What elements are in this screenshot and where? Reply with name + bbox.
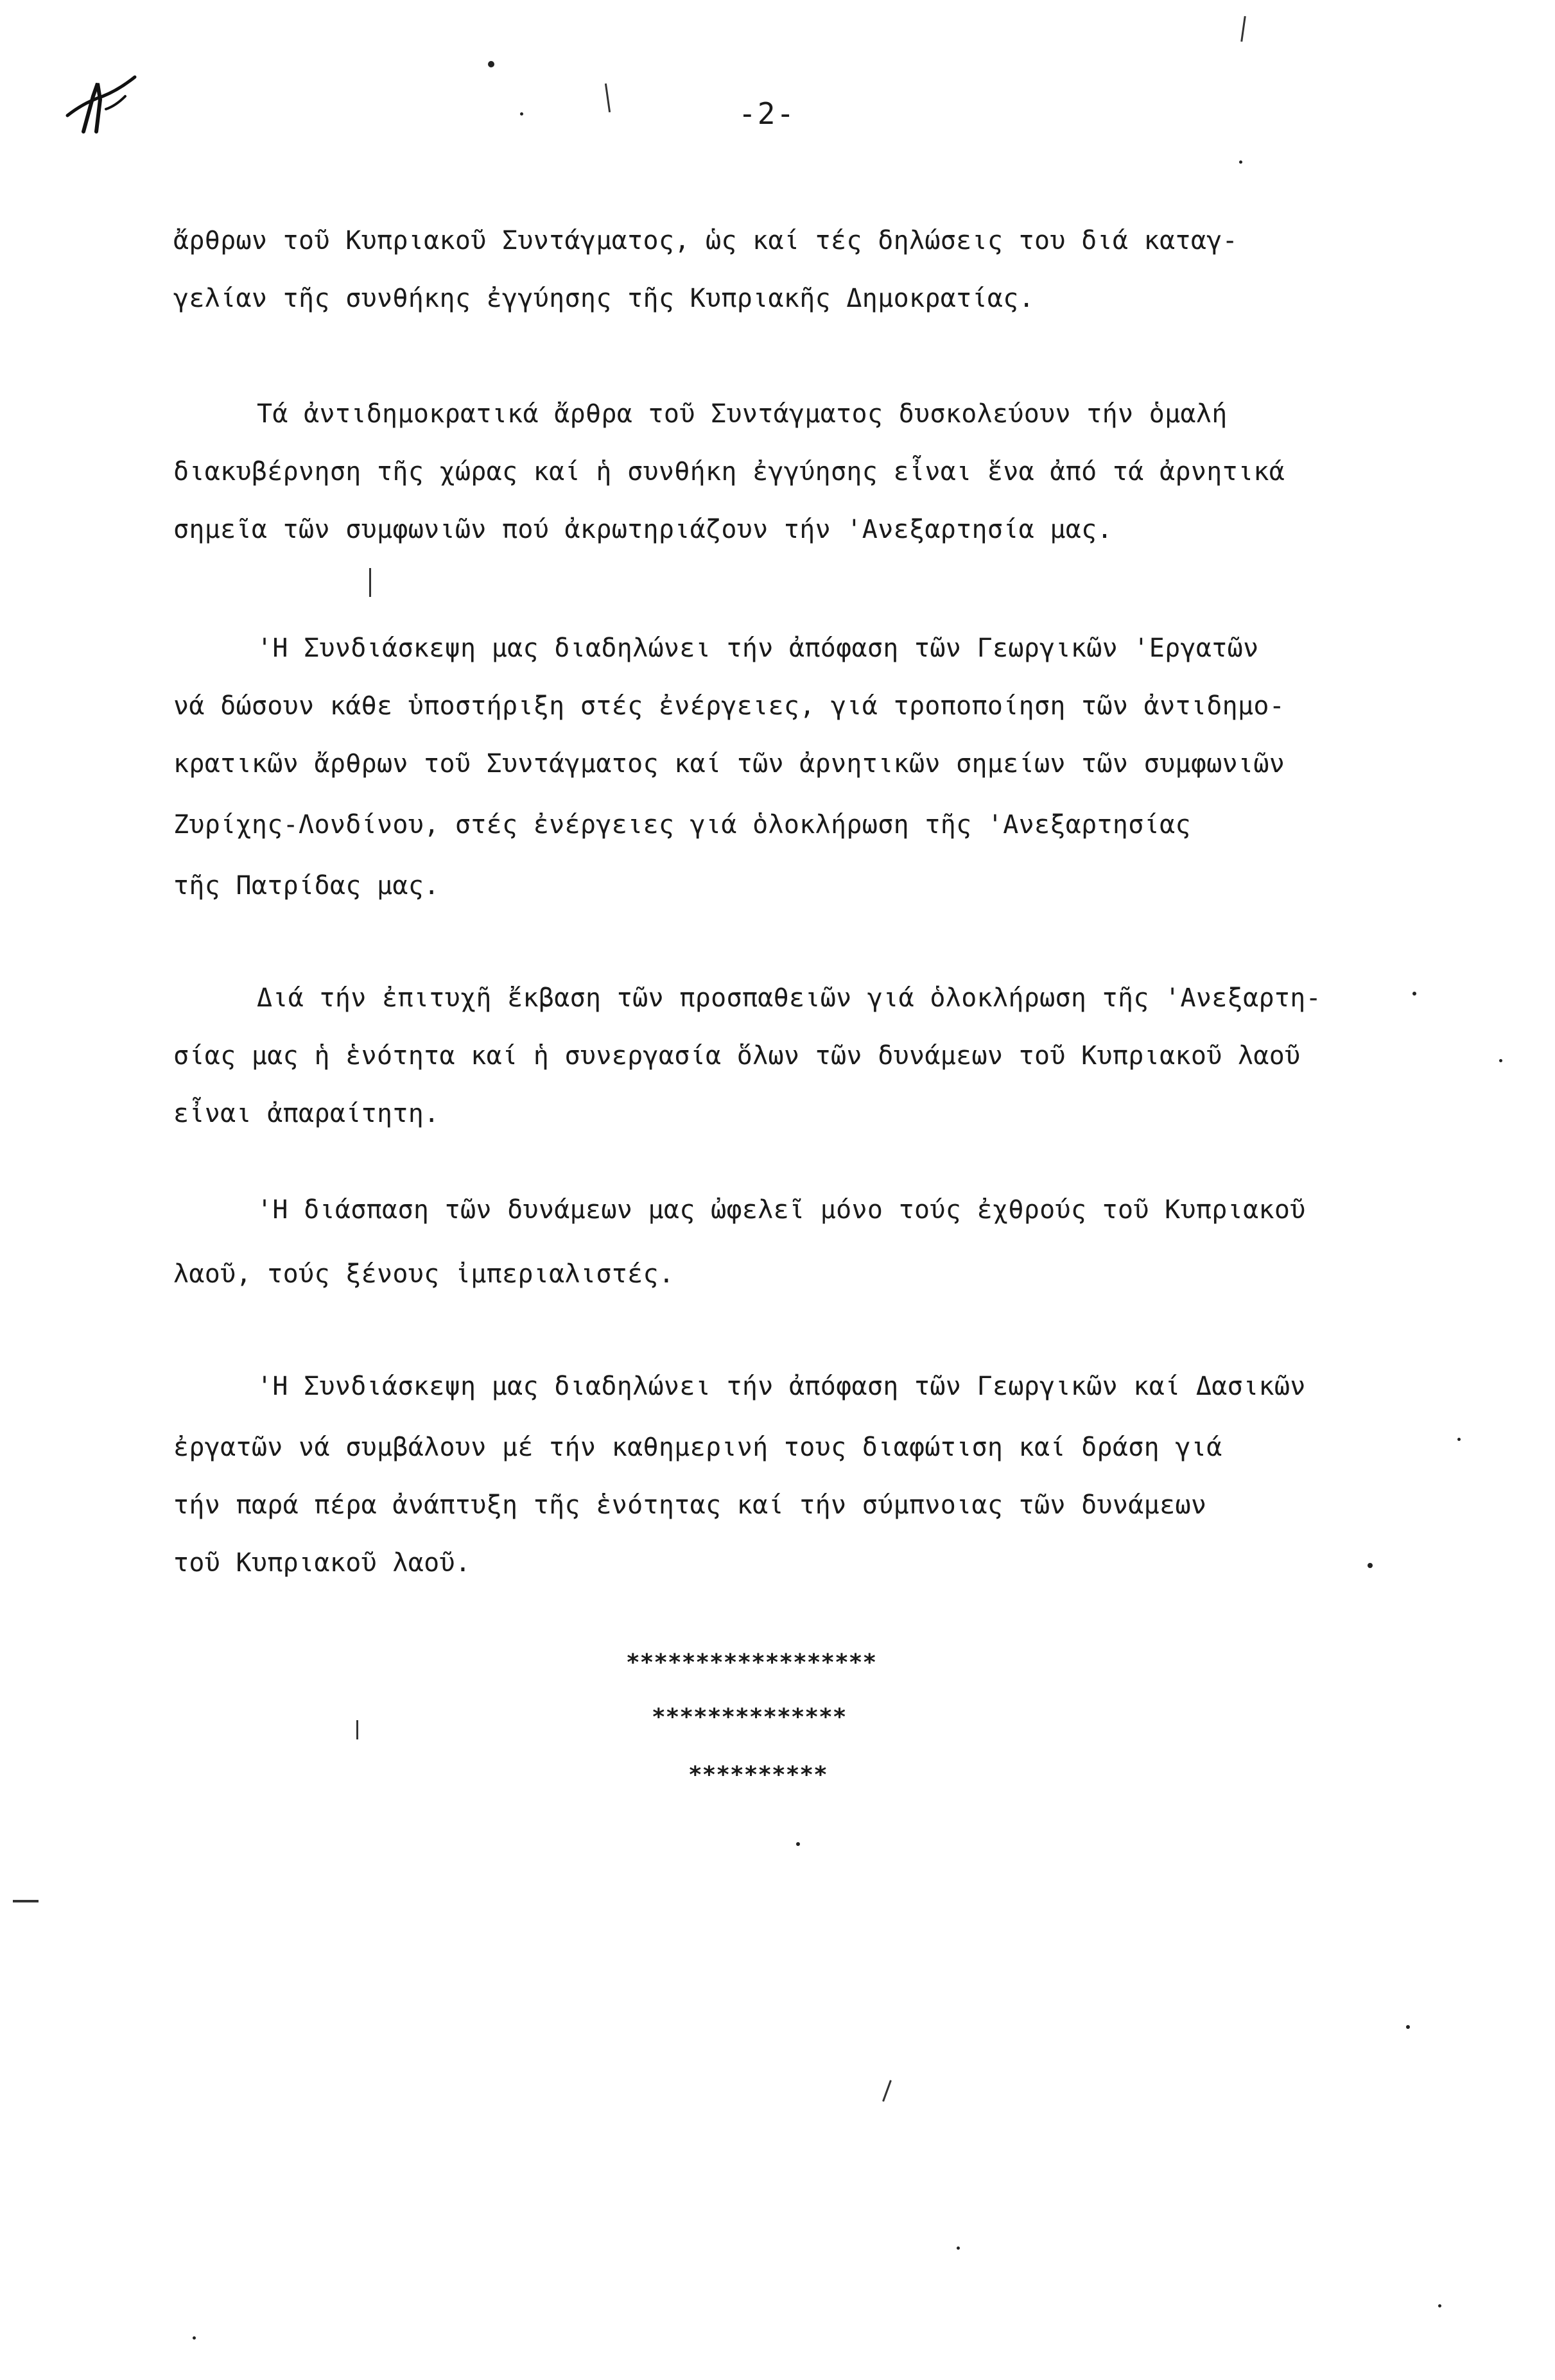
closing-stars-2: ************** xyxy=(652,1704,847,1730)
handwritten-mark-icon xyxy=(58,71,141,141)
paragraph-6-line-1: 'Η Συνδιάσκεψη μας διαδηλώνει τήν ἀπόφαση τῶν Γεωργικῶν καί Δασικῶν xyxy=(257,1372,1306,1401)
paragraph-3-line-3: κρατικῶν ἄρθρων τοῦ Συντάγματος καί τῶν ἀρνητικῶν σημείων τῶν συμφωνιῶν xyxy=(173,749,1285,779)
paragraph-6-line-2: ἐργατῶν νά συμβάλουν μέ τήν καθημερινή τους διαφώτιση καί δράση γιά xyxy=(173,1433,1222,1462)
paragraph-4-line-3: εἶναι ἀπαραίτητη. xyxy=(173,1099,440,1128)
paragraph-6-line-3: τήν παρά πέρα ἀνάπτυξη τῆς ἑνότητας καί τήν σύμπνοιας τῶν δυνάμεων xyxy=(173,1490,1207,1520)
scan-stroke xyxy=(882,2080,892,2102)
paragraph-5-line-2: λαοῦ, τούς ξένους ἰμπεριαλιστές. xyxy=(173,1259,675,1289)
scan-speck xyxy=(957,2246,960,2250)
scan-speck xyxy=(1457,1438,1461,1441)
scan-stroke xyxy=(356,1720,358,1739)
paragraph-3-line-4: Ζυρίχης-Λονδίνου, στές ἐνέργειες γιά ὁλοκλήρωση τῆς 'Ανεξαρτησίας xyxy=(173,810,1191,840)
paragraph-1-line-1: ἄρθρων τοῦ Κυπριακοῦ Συντάγματος, ὡς καί τές δηλώσεις του διά καταγ- xyxy=(173,226,1238,255)
scan-stroke xyxy=(605,83,611,112)
scan-stroke xyxy=(1240,16,1246,42)
page-number: -2- xyxy=(738,96,796,131)
paragraph-3-line-2: νά δώσουν κάθε ὑποστήριξη στές ἐνέργειες, γιά τροποποίηση τῶν ἀντιδημο- xyxy=(173,691,1285,721)
closing-stars-3: ********** xyxy=(688,1762,828,1788)
scan-speck xyxy=(796,1842,800,1846)
scan-speck xyxy=(520,112,523,116)
paragraph-4-line-1: Διά τήν ἐπιτυχῆ ἔκβαση τῶν προσπαθειῶν γιά ὁλοκλήρωση τῆς 'Ανεξαρτη- xyxy=(257,983,1321,1013)
paragraph-3-line-5: τῆς Πατρίδας μας. xyxy=(173,871,440,901)
scan-speck xyxy=(488,61,494,67)
paragraph-6-line-4: τοῦ Κυπριακοῦ λαοῦ. xyxy=(173,1548,471,1578)
scan-speck xyxy=(1438,2304,1441,2307)
paragraph-2-line-2: διακυβέρνηση τῆς χώρας καί ἡ συνθήκη ἐγγύησης εἶναι ἕνα ἀπό τά ἀρνητικά xyxy=(173,457,1285,487)
paragraph-3-line-1: 'Η Συνδιάσκεψη μας διαδηλώνει τήν ἀπόφαση τῶν Γεωργικῶν 'Εργατῶν xyxy=(257,634,1259,663)
paragraph-5-line-1: 'Η διάσπαση τῶν δυνάμεων μας ὠφελεῖ μόνο τούς ἐχθρούς τοῦ Κυπριακοῦ xyxy=(257,1195,1306,1225)
scan-speck xyxy=(1406,2025,1410,2029)
scan-speck xyxy=(193,2336,196,2340)
paragraph-4-line-2: σίας μας ἡ ἑνότητα καί ἡ συνεργασία ὅλων τῶν δυνάμεων τοῦ Κυπριακοῦ λαοῦ xyxy=(173,1041,1301,1071)
paragraph-2-line-1: Τά ἀντιδημοκρατικά ἄρθρα τοῦ Συντάγματος δυσκολεύουν τήν ὁμαλή xyxy=(257,399,1228,429)
scan-stroke xyxy=(369,568,371,597)
scan-speck xyxy=(1239,160,1242,164)
closing-stars-1: ****************** xyxy=(626,1650,877,1676)
scan-speck xyxy=(1412,992,1416,996)
paragraph-2-line-3: σημεῖα τῶν συμφωνιῶν πού ἀκρωτηριάζουν τήν 'Ανεξαρτησία μας. xyxy=(173,515,1113,544)
paragraph-1-line-2: γελίαν τῆς συνθήκης ἐγγύησης τῆς Κυπριακῆς Δημοκρατίας. xyxy=(173,284,1035,313)
scan-stroke xyxy=(13,1900,39,1902)
scan-speck xyxy=(1368,1563,1373,1568)
scan-speck xyxy=(1499,1059,1502,1062)
